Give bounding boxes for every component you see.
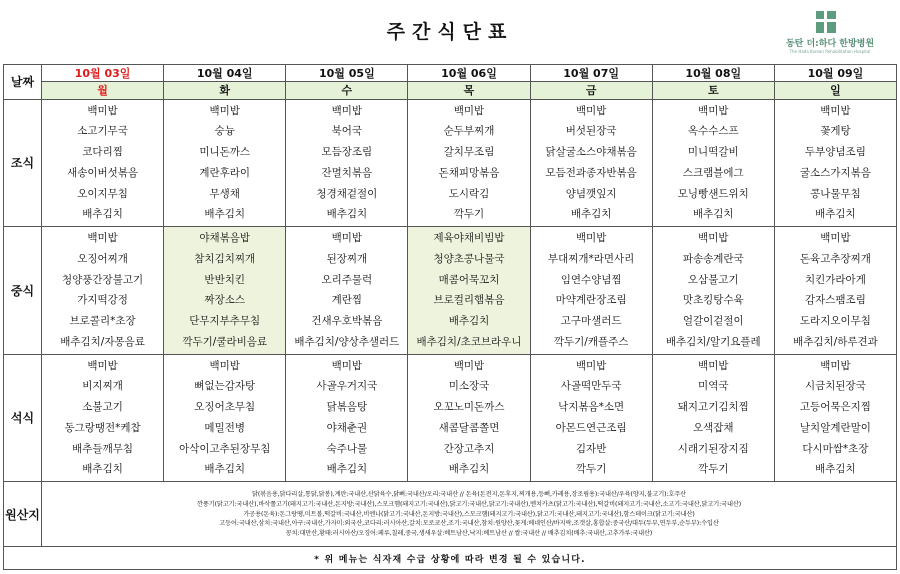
meal-item: 배추김치 <box>815 208 856 221</box>
meal-item-list <box>653 355 774 482</box>
meal-item: 미소장국 <box>448 380 490 393</box>
meal-item: 된장찌개 <box>326 252 368 265</box>
origin-line: 깐풍기(닭고기:국내산),바삭쫄고기(돼지고기:국내산,돈지방:국내산),스모크햄(돼지고기:국내산),닭고기:국내산,닭고기:국내산),멘치카츠(닭고기:국내산),떡갈비(돼지고기:국내산,소고기:국내산,닭고기:국내산) <box>196 500 742 508</box>
weekday-cell: 월 <box>42 82 164 99</box>
meal-item: 무생채 <box>209 187 240 200</box>
origin-label: 원산지 <box>4 482 42 547</box>
meal-cell <box>286 227 408 355</box>
meal-cell <box>42 227 164 355</box>
meal-item: 백미밥 <box>87 232 118 245</box>
meal-item: 도라지오이무침 <box>799 315 871 328</box>
logo-subtitle: The Hada Korean Rehabilitation Hospital <box>789 49 871 54</box>
lunch-row <box>4 227 897 355</box>
meal-item: 치킨가라아게 <box>804 273 866 286</box>
meal-item: 반반치킨 <box>204 273 245 286</box>
meal-item: 숭늉 <box>214 125 235 138</box>
meal-cell <box>408 227 530 355</box>
meal-item-list <box>42 227 163 354</box>
meal-cell <box>774 227 896 355</box>
meal-item: 간장고추지 <box>443 442 495 455</box>
meal-item: 백미밥 <box>209 104 240 117</box>
meal-item: 소고기무국 <box>77 125 128 138</box>
meal-item: 백미밥 <box>820 359 851 372</box>
meal-item: 백미밥 <box>698 232 729 245</box>
meal-item: 동그랑땡전*케찹 <box>64 421 141 434</box>
meal-item: 배추김치/양상추샐러드 <box>294 335 400 348</box>
breakfast-row <box>4 99 897 227</box>
meal-item: 배추김치 <box>815 463 856 476</box>
date-cell: 10월 09일 <box>774 65 896 82</box>
meal-item: 백미밥 <box>331 232 363 245</box>
weekday-cell: 목 <box>408 82 530 99</box>
date-row-label: 날짜 <box>4 65 42 100</box>
meal-item: 백미밥 <box>453 359 485 372</box>
meal-cell <box>652 99 774 227</box>
meal-item-list <box>164 355 285 482</box>
meal-item: 야채춘권 <box>326 421 368 434</box>
meal-item: 갈치무조림 <box>443 146 495 159</box>
meal-item: 야채볶음밥 <box>199 232 251 245</box>
meal-cell <box>652 354 774 482</box>
meal-item: 양념깻잎지 <box>565 187 617 200</box>
meal-item: 깍두기/캐플주스 <box>553 335 629 348</box>
meal-item: 배추김치 <box>326 463 368 476</box>
meal-item-list <box>286 227 407 354</box>
meal-cell <box>164 99 286 227</box>
meal-item: 고구마샐러드 <box>560 315 622 328</box>
meal-item-list <box>775 227 896 354</box>
date-cell: 10월 03일 <box>42 65 164 82</box>
meal-cell <box>42 354 164 482</box>
meal-item: 백미밥 <box>331 359 363 372</box>
meal-item: 비지찌개 <box>82 380 123 393</box>
meal-item-list <box>164 100 285 227</box>
meal-item: 짜장소스 <box>204 294 245 307</box>
page-title: 주간식단표 <box>386 21 514 43</box>
meal-item: 부대찌개*라면사리 <box>547 252 635 265</box>
meal-item: 아삭이고추된장무침 <box>179 442 271 455</box>
meal-item: 백미밥 <box>698 104 729 117</box>
meal-item: 닭볶음탕 <box>326 401 368 414</box>
meal-item: 배추김치/하루견과 <box>793 335 878 348</box>
meal-item: 백미밥 <box>87 104 118 117</box>
meal-item: 배추김치 <box>448 315 490 328</box>
meal-cell <box>530 227 652 355</box>
meal-item: 배추김치 <box>692 208 734 221</box>
meal-item: 단무지부추무침 <box>189 315 261 328</box>
weekday-cell: 화 <box>164 82 286 99</box>
meal-item: 매콤어묵꼬치 <box>438 273 500 286</box>
footer-note: * 위 메뉴는 식자재 수급 상황에 따라 변경 될 수 있습니다. <box>4 547 897 570</box>
meal-item: 임연수양념찜 <box>560 273 622 286</box>
meal-item-list <box>775 100 896 227</box>
meal-item: 백미밥 <box>87 359 118 372</box>
meal-item-list <box>408 227 529 354</box>
meal-item: 청양풍간장불고기 <box>61 273 144 286</box>
meal-item: 오리주물럭 <box>321 273 373 286</box>
origin-line: 가공용(돈육):돈그랑땡,미트볼,떡갈비:국내산,비엔나(닭고기:국내산,돈지방:국내산),스모크햄(돼지고기:국내산),닭고기:국내산,돼지고기:국내산),함스테이크(닭고기:국내산) <box>243 510 695 518</box>
meal-item: 감자스팸조림 <box>804 294 866 307</box>
meal-item-list <box>42 355 163 482</box>
meal-item-list <box>42 100 163 227</box>
meal-item: 두부양념조림 <box>804 146 866 159</box>
meal-item: 소불고기 <box>82 401 123 414</box>
meal-item: 메밀전병 <box>204 421 245 434</box>
meal-item-list <box>775 355 896 482</box>
meal-cell <box>286 99 408 227</box>
meal-item: 백미밥 <box>575 104 607 117</box>
meal-item: 백미밥 <box>331 104 363 117</box>
meal-item: 마약계란장조림 <box>555 294 627 307</box>
meal-item: 브로컬리햄볶음 <box>433 294 505 307</box>
meal-item: 돈채피망볶음 <box>438 166 500 179</box>
meal-item: 깍두기 <box>698 463 729 476</box>
meal-item: 백미밥 <box>575 359 607 372</box>
origin-line: 닭(볶음용,닭다리살,통닭,닭봉),계란:국내산,산닭육수,닭뼈:국내산/오리:국내산 // 돈육(돈전지,돈후지,찌개용,등뼈,카레용,장조림용):국내산/우육(양지,불고기):호주산 <box>251 491 686 499</box>
meal-item: 배추김치 <box>326 208 368 221</box>
meal-item: 백미밥 <box>209 359 240 372</box>
meal-item: 백미밥 <box>820 104 851 117</box>
meal-item-list <box>286 100 407 227</box>
meal-item: 모닝빵샌드위치 <box>677 187 749 200</box>
origin-line: 꽁치:대만산,황태:러시아산/오징어:페루,칠레,중국,생새우살:베트남산,낙지:베트남산 // 쌀:국내산 // 배추김치(배추:국내산,고추가루:국내산) <box>285 529 653 537</box>
dinner-row <box>4 354 897 482</box>
meal-cell <box>164 354 286 482</box>
weekday-cell: 토 <box>652 82 774 99</box>
meal-item: 숙주나물 <box>326 442 368 455</box>
meal-item: 배추김치 <box>82 208 123 221</box>
meal-item: 굴소스가지볶음 <box>799 166 871 179</box>
meal-item: 가지떡강정 <box>77 294 128 307</box>
dinner-label: 석식 <box>4 354 42 482</box>
note-row <box>4 547 897 570</box>
meal-item: 깍두기/쿨라비음료 <box>182 335 268 348</box>
meal-item: 배추김치/자몽음료 <box>60 335 145 348</box>
origin-info <box>42 482 897 547</box>
meal-item: 모듬장조림 <box>321 146 373 159</box>
meal-item: 모듬전과종자반볶음 <box>545 166 637 179</box>
meal-item: 오징어찌개 <box>77 252 128 265</box>
meal-item: 오색잡채 <box>692 421 734 434</box>
meal-item-list <box>286 355 407 482</box>
meal-item: 청양초콩나물국 <box>433 252 505 265</box>
meal-item: 버섯된장국 <box>565 125 617 138</box>
meal-cell <box>530 99 652 227</box>
weekday-cell: 일 <box>774 82 896 99</box>
breakfast-label: 조식 <box>4 99 42 227</box>
origin-row <box>4 482 897 547</box>
hospital-logo-icon <box>816 11 836 33</box>
meal-item: 배추김치/초코브라우니 <box>416 335 522 348</box>
logo-name: 동탄 더:하다 한방병원 <box>785 39 875 49</box>
meal-item: 미역국 <box>698 380 729 393</box>
meal-item: 다시마쌈*초장 <box>802 442 869 455</box>
meal-item: 닭살굴소스야채볶음 <box>545 146 637 159</box>
meal-item: 고등어묵은지찜 <box>799 401 871 414</box>
meal-cell <box>164 227 286 355</box>
hospital-logo <box>780 11 890 55</box>
meal-item: 콩나물무침 <box>810 187 861 200</box>
origin-line: 고등어:국내산,삼치:국내산,아구:국내산,가자미:외국산,코다리:러시아산,갈치:모로코산,조기:국내산,참치:원양산,꽃게:베네인산/바지락,조갯살,홍합살:중국산/대두(두부,연두부,순두부):수입산 <box>219 520 719 528</box>
date-cell: 10월 05일 <box>286 65 408 82</box>
meal-cell <box>42 99 164 227</box>
meal-cell <box>774 354 896 482</box>
meal-item: 김자반 <box>575 442 607 455</box>
meal-item-list <box>408 100 529 227</box>
meal-item: 사골우거지국 <box>316 380 378 393</box>
meal-cell <box>652 227 774 355</box>
meal-item-list <box>531 100 652 227</box>
meal-item: 잔멸치볶음 <box>321 166 373 179</box>
weekly-menu-table <box>3 64 897 570</box>
date-cell: 10월 06일 <box>408 65 530 82</box>
meal-item: 배추김치 <box>448 463 490 476</box>
meal-item: 배추김치/알기요플레 <box>665 335 761 348</box>
meal-item: 돼지고기김치찜 <box>677 401 749 414</box>
date-row <box>4 65 897 82</box>
meal-item: 새콤달콤쫄면 <box>438 421 500 434</box>
meal-item: 계란후라이 <box>199 166 251 179</box>
meal-item: 아몬드연근조림 <box>555 421 627 434</box>
meal-item: 시래기된장지짐 <box>677 442 749 455</box>
meal-item: 뼈없는감자탕 <box>194 380 256 393</box>
meal-item: 오꼬노미돈까스 <box>433 401 505 414</box>
meal-cell <box>408 354 530 482</box>
meal-item: 제육야채비빔밥 <box>433 232 505 245</box>
meal-item-list <box>408 355 529 482</box>
meal-item: 스크램블에그 <box>682 166 744 179</box>
meal-item: 백미밥 <box>820 232 851 245</box>
meal-item: 오징어초무침 <box>194 401 256 414</box>
meal-cell <box>408 99 530 227</box>
meal-item-list <box>164 227 285 354</box>
meal-item: 깍두기 <box>575 463 607 476</box>
meal-item: 배추김치 <box>82 463 123 476</box>
meal-item-list <box>653 227 774 354</box>
meal-item: 백미밥 <box>575 232 607 245</box>
date-cell: 10월 04일 <box>164 65 286 82</box>
meal-item: 옥수수스프 <box>687 125 739 138</box>
date-cell: 10월 08일 <box>652 65 774 82</box>
meal-item: 오이지무침 <box>77 187 128 200</box>
meal-item: 계란찜 <box>331 294 363 307</box>
meal-item: 낙지볶음*소면 <box>558 401 625 414</box>
meal-item: 새송이버섯볶음 <box>67 166 139 179</box>
meal-cell <box>530 354 652 482</box>
weekday-row <box>4 82 897 99</box>
meal-item: 배추들깨무침 <box>72 442 133 455</box>
meal-item: 미니떡갈비 <box>687 146 739 159</box>
meal-item: 미니돈까스 <box>199 146 251 159</box>
meal-item: 깍두기 <box>453 208 485 221</box>
meal-item: 참치김치찌개 <box>194 252 256 265</box>
meal-item: 코다리찜 <box>82 146 123 159</box>
meal-item: 얼갈이겉절이 <box>682 315 744 328</box>
meal-item: 브로콜리*초장 <box>69 315 136 328</box>
meal-item: 돈육고추장찌개 <box>799 252 871 265</box>
meal-item: 날치알계란말이 <box>799 421 871 434</box>
meal-cell <box>774 99 896 227</box>
weekday-cell: 수 <box>286 82 408 99</box>
meal-item: 배추김치 <box>204 208 245 221</box>
meal-item: 순두부찌개 <box>443 125 495 138</box>
meal-item-list <box>531 227 652 354</box>
meal-item: 꽃게탕 <box>820 125 851 138</box>
meal-item: 사골떡만두국 <box>560 380 622 393</box>
date-cell: 10월 07일 <box>530 65 652 82</box>
meal-item: 백미밥 <box>698 359 729 372</box>
meal-item: 청경채겉절이 <box>316 187 378 200</box>
meal-item: 건새우호박볶음 <box>311 315 383 328</box>
meal-item: 도시락김 <box>448 187 490 200</box>
meal-item: 맛초킹탕수육 <box>682 294 744 307</box>
meal-item: 배추김치 <box>204 463 245 476</box>
meal-item: 북어국 <box>331 125 363 138</box>
meal-item-list <box>531 355 652 482</box>
meal-cell <box>286 354 408 482</box>
lunch-label: 중식 <box>4 227 42 355</box>
meal-item-list <box>653 100 774 227</box>
meal-item: 파송송계란국 <box>682 252 744 265</box>
meal-item: 백미밥 <box>453 104 485 117</box>
weekday-cell: 금 <box>530 82 652 99</box>
meal-item: 배추김치 <box>570 208 612 221</box>
meal-item: 시금치된장국 <box>804 380 866 393</box>
meal-item: 오삼불고기 <box>687 273 739 286</box>
